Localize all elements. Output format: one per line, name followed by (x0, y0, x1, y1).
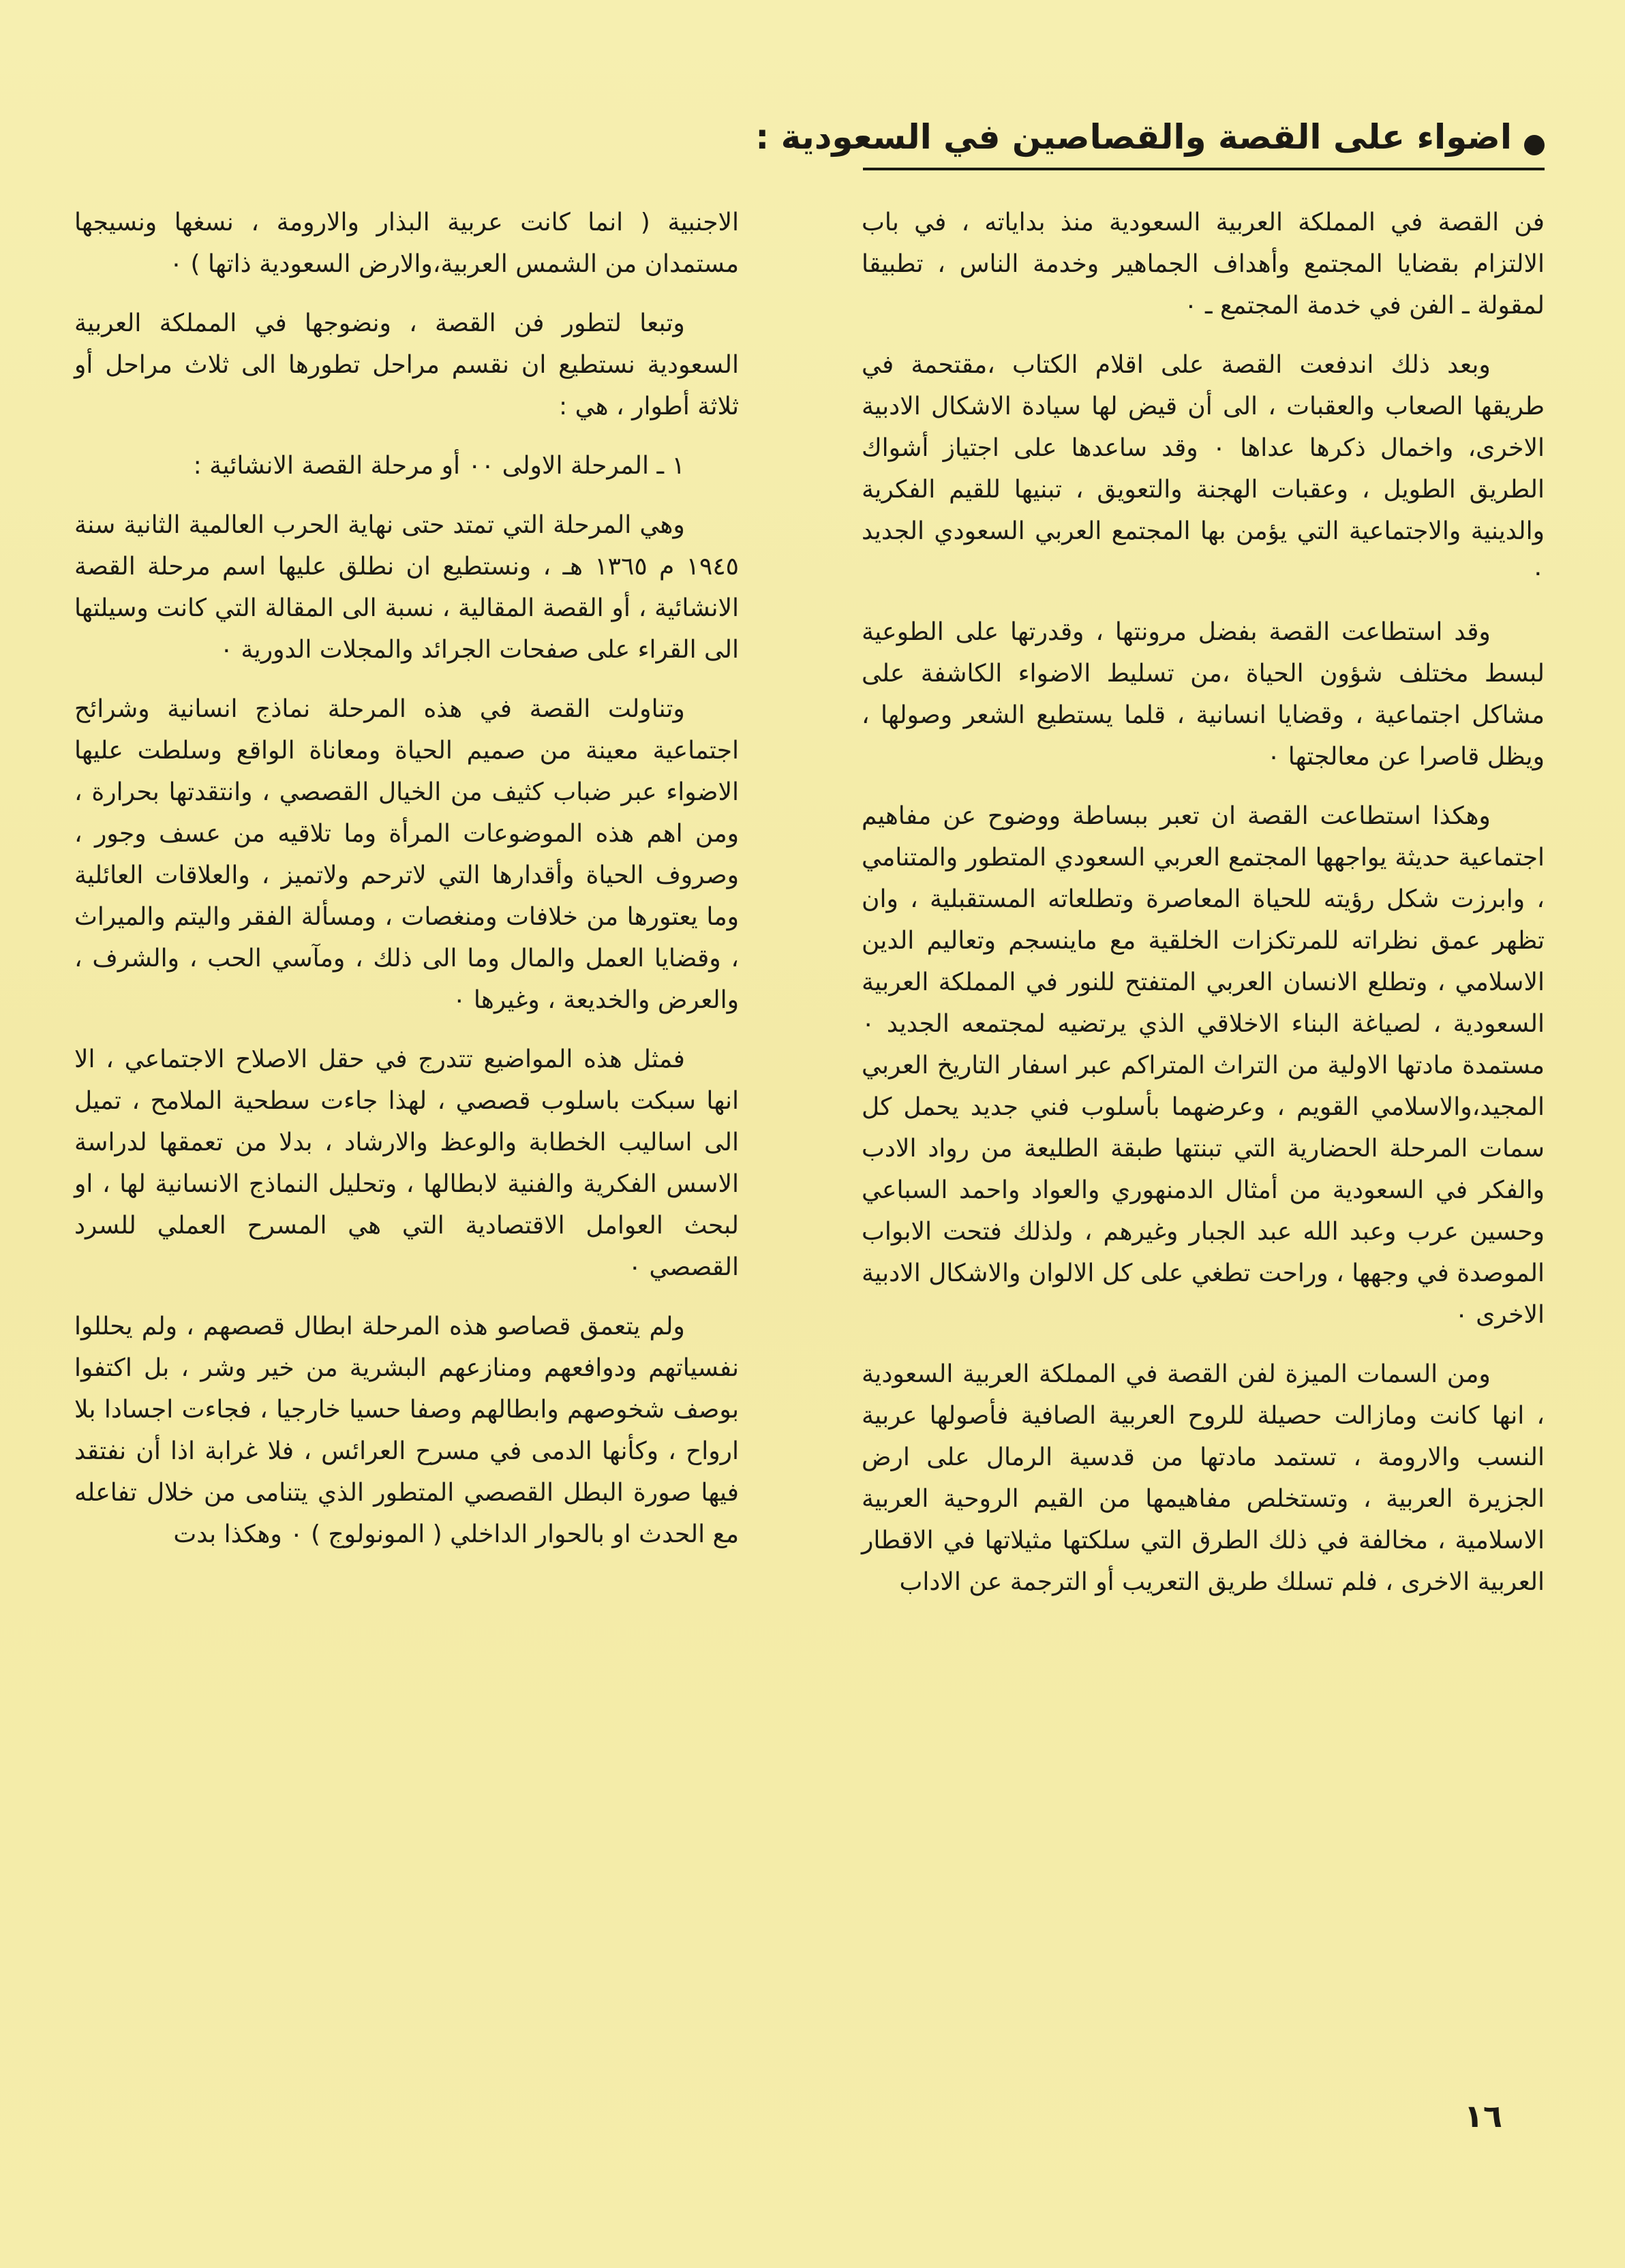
section-heading: ١ ـ المرحلة الاولى ٠٠ أو مرحلة القصة الانشائية : (193, 452, 685, 480)
bullet-icon (1524, 135, 1545, 155)
paragraph: وبعد ذلك اندفعت القصة على اقلام الكتاب ،مقتحمة في طريقها الصعاب والعقبات ، الى أن قيض لها سيادة الاشكال الادبية الاخرى، واخمال ذكرها عداها ٠ وقد ساعدها على اجتياز أشواك الطريق الطويل ، وعقبات الهجنة والتعويق ، تبنيها للقيم الفكرية والدينية والاجتماعية التي يؤمن بها المجتمع العربي السعودي الجديد ٠ (862, 351, 1545, 587)
article-title: اضواء على القصة والقصاصين في السعودية : (755, 117, 1512, 157)
paragraph: وتناولت القصة في هذه المرحلة نماذج انسانية وشرائح اجتماعية معينة من صميم الحياة ومعاناة الواقع وسلطت عليها الاضواء عبر ضباب كثيف من الخيال القصصي ، وانتقدتها بحرارة ، ومن اهم هذه الموضوعات المرأة وما تلاقيه من عسف وجور ، وصروف الحياة وأقدارها التي لاترحم ولاتميز ، والعلاقات العائلية وما يعتورها من خلافات ومنغصات ، ومسألة الفقر واليتم والميراث ، وقضايا العمل والمال وما الى ذلك ، ومآسي الحب ، والشرف ، والعرض والخديعة ، وغيرها ٠ (74, 695, 739, 1014)
left-column (74, 202, 739, 1573)
paragraph: ولم يتعمق قصاصو هذه المرحلة ابطال قصصهم ، ولم يحللوا نفسياتهم ودوافعهم ومنازعهم البشرية من خير وشر ، بل اكتفوا بوصف شخوصهم وابطالهم وصفا حسيا خارجيا ، فجاءت اجسادا بلا ارواح ، وكأنها الدمى في مسرح العرائس ، فلا غرابة اذا أن نفتقد فيها صورة البطل القصصي المتطور الذي يتنامى من خلال تفاعله مع الحدث او بالحوار الداخلي ( المونولوج ) ٠ وهكذا بدت (74, 1313, 739, 1548)
paragraph: وهكذا استطاعت القصة ان تعبر ببساطة ووضوح عن مفاهيم اجتماعية حديثة يواجهها المجتمع العربي السعودي المتطور والمتنامي ، وابرزت شكل رؤيته للحياة المعاصرة وتطلعاته المستقبلية ، وان تظهر عمق نظراته للمرتكزات الخلقية مع ماينسجم وتعاليم الدين الاسلامي ، وتطلع الانسان العربي المتفتح للنور في المملكة العربية السعودية ، لصياغة البناء الاخلاقي الذي يرتضيه لمجتمعه الجديد ٠ مستمدة مادتها الاولية من التراث المتراكم عبر اسفار التاريخ العربي المجيد،والاسلامي القويم ، وعرضهما بأسلوب فني جديد يحمل كل سمات المرحلة الحضارية التي تبنتها طبقة الطليعة من رواد الادب والفكر في السعودية من أمثال الدمنهوري والعواد واحمد السباعي وحسين عرب وعبد الله عبد الجبار وغيرهم ، ولذلك فتحت الابواب الموصدة في وجهها ، وراحت تطغي على كل الالوان والاشكال الادبية الاخرى ٠ (862, 802, 1545, 1329)
right-column (862, 202, 1545, 1621)
paragraph: وقد استطاعت القصة بفضل مرونتها ، وقدرتها على الطوعية لبسط مختلف شؤون الحياة ،من تسليط الاضواء الكاشفة على مشاكل اجتماعية ، وقضايا انسانية ، قلما يستطيع الشعر وصولها ، ويظل قاصرا عن معالجتها ٠ (862, 618, 1545, 771)
article-header (755, 114, 1545, 176)
paragraph: فن القصة في المملكة العربية السعودية منذ بداياته ، في باب الالتزام بقضايا المجتمع وأهداف الجماهير وخدمة الناس ، تطبيقا لمقولة ـ الفن في خدمة المجتمع ـ ٠ (862, 209, 1545, 320)
page-number: ١٦ (1463, 2098, 1502, 2134)
paragraph: الاجنبية ( انما كانت عربية البذار والارومة ، نسغها ونسيجها مستمدان من الشمس العربية،والارض السعودية ذاتها ) ٠ (74, 209, 739, 278)
paragraph: فمثل هذه المواضيع تتدرج في حقل الاصلاح الاجتماعي ، الا انها سبكت باسلوب قصصي ، لهذا جاءت سطحية الملامح ، تميل الى اساليب الخطابة والوعظ والارشاد ، بدلا من تعمقها لدراسة الاسس الفكرية والفنية لابطالها ، وتحليل النماذج الانسانية لها ، او لبحث العوامل الاقتصادية التي هي المسرح العملي للسرد القصصي ٠ (74, 1045, 739, 1281)
paragraph: ومن السمات الميزة لفن القصة في المملكة العربية السعودية ، انها كانت ومازالت حصيلة للروح العربية الصافية فأصولها عربية النسب والارومة ، تستمد مادتها من قدسية الرمال على ارض الجزيرة العربية ، وتستخلص مفاهيمها من القيم الروحية العربية الاسلامية ، مخالفة في ذلك الطرق التي سلكتها مثيلاتها في الاقطار العربية الاخرى ، فلم تسلك طريق التعريب أو الترجمة عن الاداب (862, 1360, 1545, 1596)
header-rule (863, 168, 1545, 170)
paragraph: وهي المرحلة التي تمتد حتى نهاية الحرب العالمية الثانية سنة ١٩٤٥ م ١٣٦٥ هـ ، ونستطيع ان نطلق عليها اسم مرحلة القصة الانشائية ، أو القصة المقالية ، نسبة الى المقالة التي كانت وسيلتها الى القراء على صفحات الجرائد والمجلات الدورية ٠ (74, 511, 739, 664)
paragraph: وتبعا لتطور فن القصة ، ونضوجها في المملكة العربية السعودية نستطيع ان نقسم مراحل تطورها الى ثلاث مراحل أو ثلاثة أطوار ، هي : (74, 309, 739, 420)
